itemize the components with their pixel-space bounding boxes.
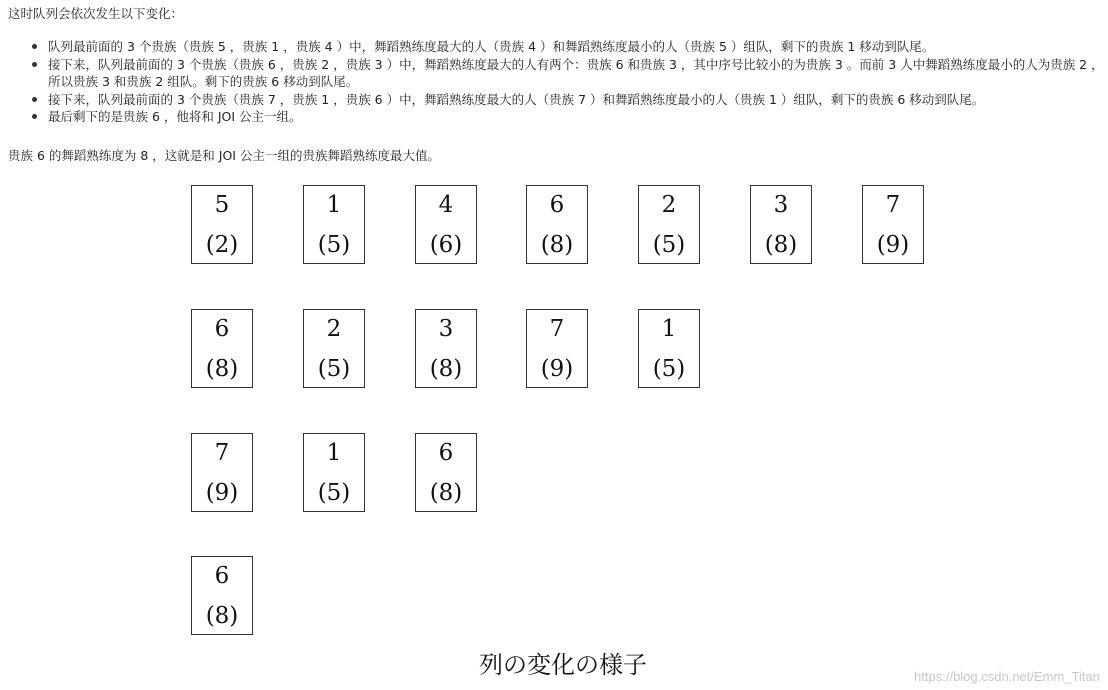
noble-card	[862, 185, 924, 264]
noble-skill: (6)	[429, 232, 463, 258]
noble-card	[638, 185, 700, 264]
noble-skill: (8)	[205, 356, 239, 382]
noble-skill: (5)	[317, 356, 351, 382]
noble-card	[303, 309, 365, 388]
noble-card	[526, 185, 588, 264]
noble-number: 7	[885, 192, 901, 218]
list-item: 最后剩下的是贵族 6 ，他将和 JOI 公主一组。	[30, 108, 1106, 126]
noble-card	[750, 185, 812, 264]
noble-number: 1	[326, 440, 342, 466]
noble-skill: (5)	[317, 232, 351, 258]
noble-skill: (9)	[876, 232, 910, 258]
noble-card	[191, 309, 253, 388]
noble-skill: (5)	[652, 356, 686, 382]
noble-skill: (9)	[205, 480, 239, 506]
noble-number: 6	[549, 192, 565, 218]
noble-card	[415, 309, 477, 388]
noble-card	[191, 433, 253, 512]
list-item: 接下来，队列最前面的 3 个贵族（贵族 7 ，贵族 1 ，贵族 6 ）中，舞蹈熟练度最大的人（贵族 7 ）和舞蹈熟练度最小的人（贵族 1 ）组队，剩下的贵族 6 移动到队尾。	[30, 91, 1106, 109]
diagram-caption: 列の変化の様子	[479, 651, 647, 679]
intro-text: 这时队列会依次发生以下变化：	[8, 6, 184, 21]
noble-number: 6	[438, 440, 454, 466]
noble-card	[191, 185, 253, 264]
noble-skill: (2)	[205, 232, 239, 258]
noble-number: 6	[214, 563, 230, 589]
noble-number: 5	[214, 192, 230, 218]
noble-skill: (8)	[540, 232, 574, 258]
noble-number: 1	[326, 192, 342, 218]
noble-number: 6	[214, 316, 230, 342]
list-item: 接下来，队列最前面的 3 个贵族（贵族 6 ，贵族 2 ，贵族 3 ）中，舞蹈熟练度最大的人有两个：贵族 6 和贵族 3 ，其中序号比较小的为贵族 3 。而前 3 人中舞蹈熟练度最小的人为贵族 2 ，所以贵族 3 和贵族 2 组队。剩下的贵族 6 移动到队尾。	[30, 56, 1106, 91]
noble-card	[415, 433, 477, 512]
noble-skill: (8)	[429, 356, 463, 382]
noble-number: 7	[549, 316, 565, 342]
noble-skill: (8)	[764, 232, 798, 258]
noble-number: 3	[773, 192, 789, 218]
noble-number: 3	[438, 316, 454, 342]
noble-card	[638, 309, 700, 388]
noble-card	[303, 185, 365, 264]
noble-card	[415, 185, 477, 264]
list-item: 队列最前面的 3 个贵族（贵族 5 ，贵族 1 ，贵族 4 ）中，舞蹈熟练度最大的人（贵族 4 ）和舞蹈熟练度最小的人（贵族 5 ）组队，剩下的贵族 1 移动到队尾。	[30, 38, 1106, 56]
noble-number: 1	[661, 316, 677, 342]
noble-card	[303, 433, 365, 512]
noble-skill: (9)	[540, 356, 574, 382]
noble-skill: (8)	[429, 480, 463, 506]
conclusion-text: 贵族 6 的舞蹈熟练度为 8 ，这就是和 JOI 公主一组的贵族舞蹈熟练度最大值。	[8, 148, 440, 163]
watermark: https://blog.csdn.net/Emm_Titan	[914, 669, 1100, 684]
noble-skill: (5)	[652, 232, 686, 258]
noble-skill: (8)	[205, 603, 239, 629]
noble-number: 4	[438, 192, 454, 218]
noble-card	[191, 556, 253, 635]
noble-skill: (5)	[317, 480, 351, 506]
noble-card	[526, 309, 588, 388]
noble-number: 7	[214, 440, 230, 466]
change-steps-list	[30, 38, 1106, 126]
noble-number: 2	[661, 192, 677, 218]
noble-number: 2	[326, 316, 342, 342]
